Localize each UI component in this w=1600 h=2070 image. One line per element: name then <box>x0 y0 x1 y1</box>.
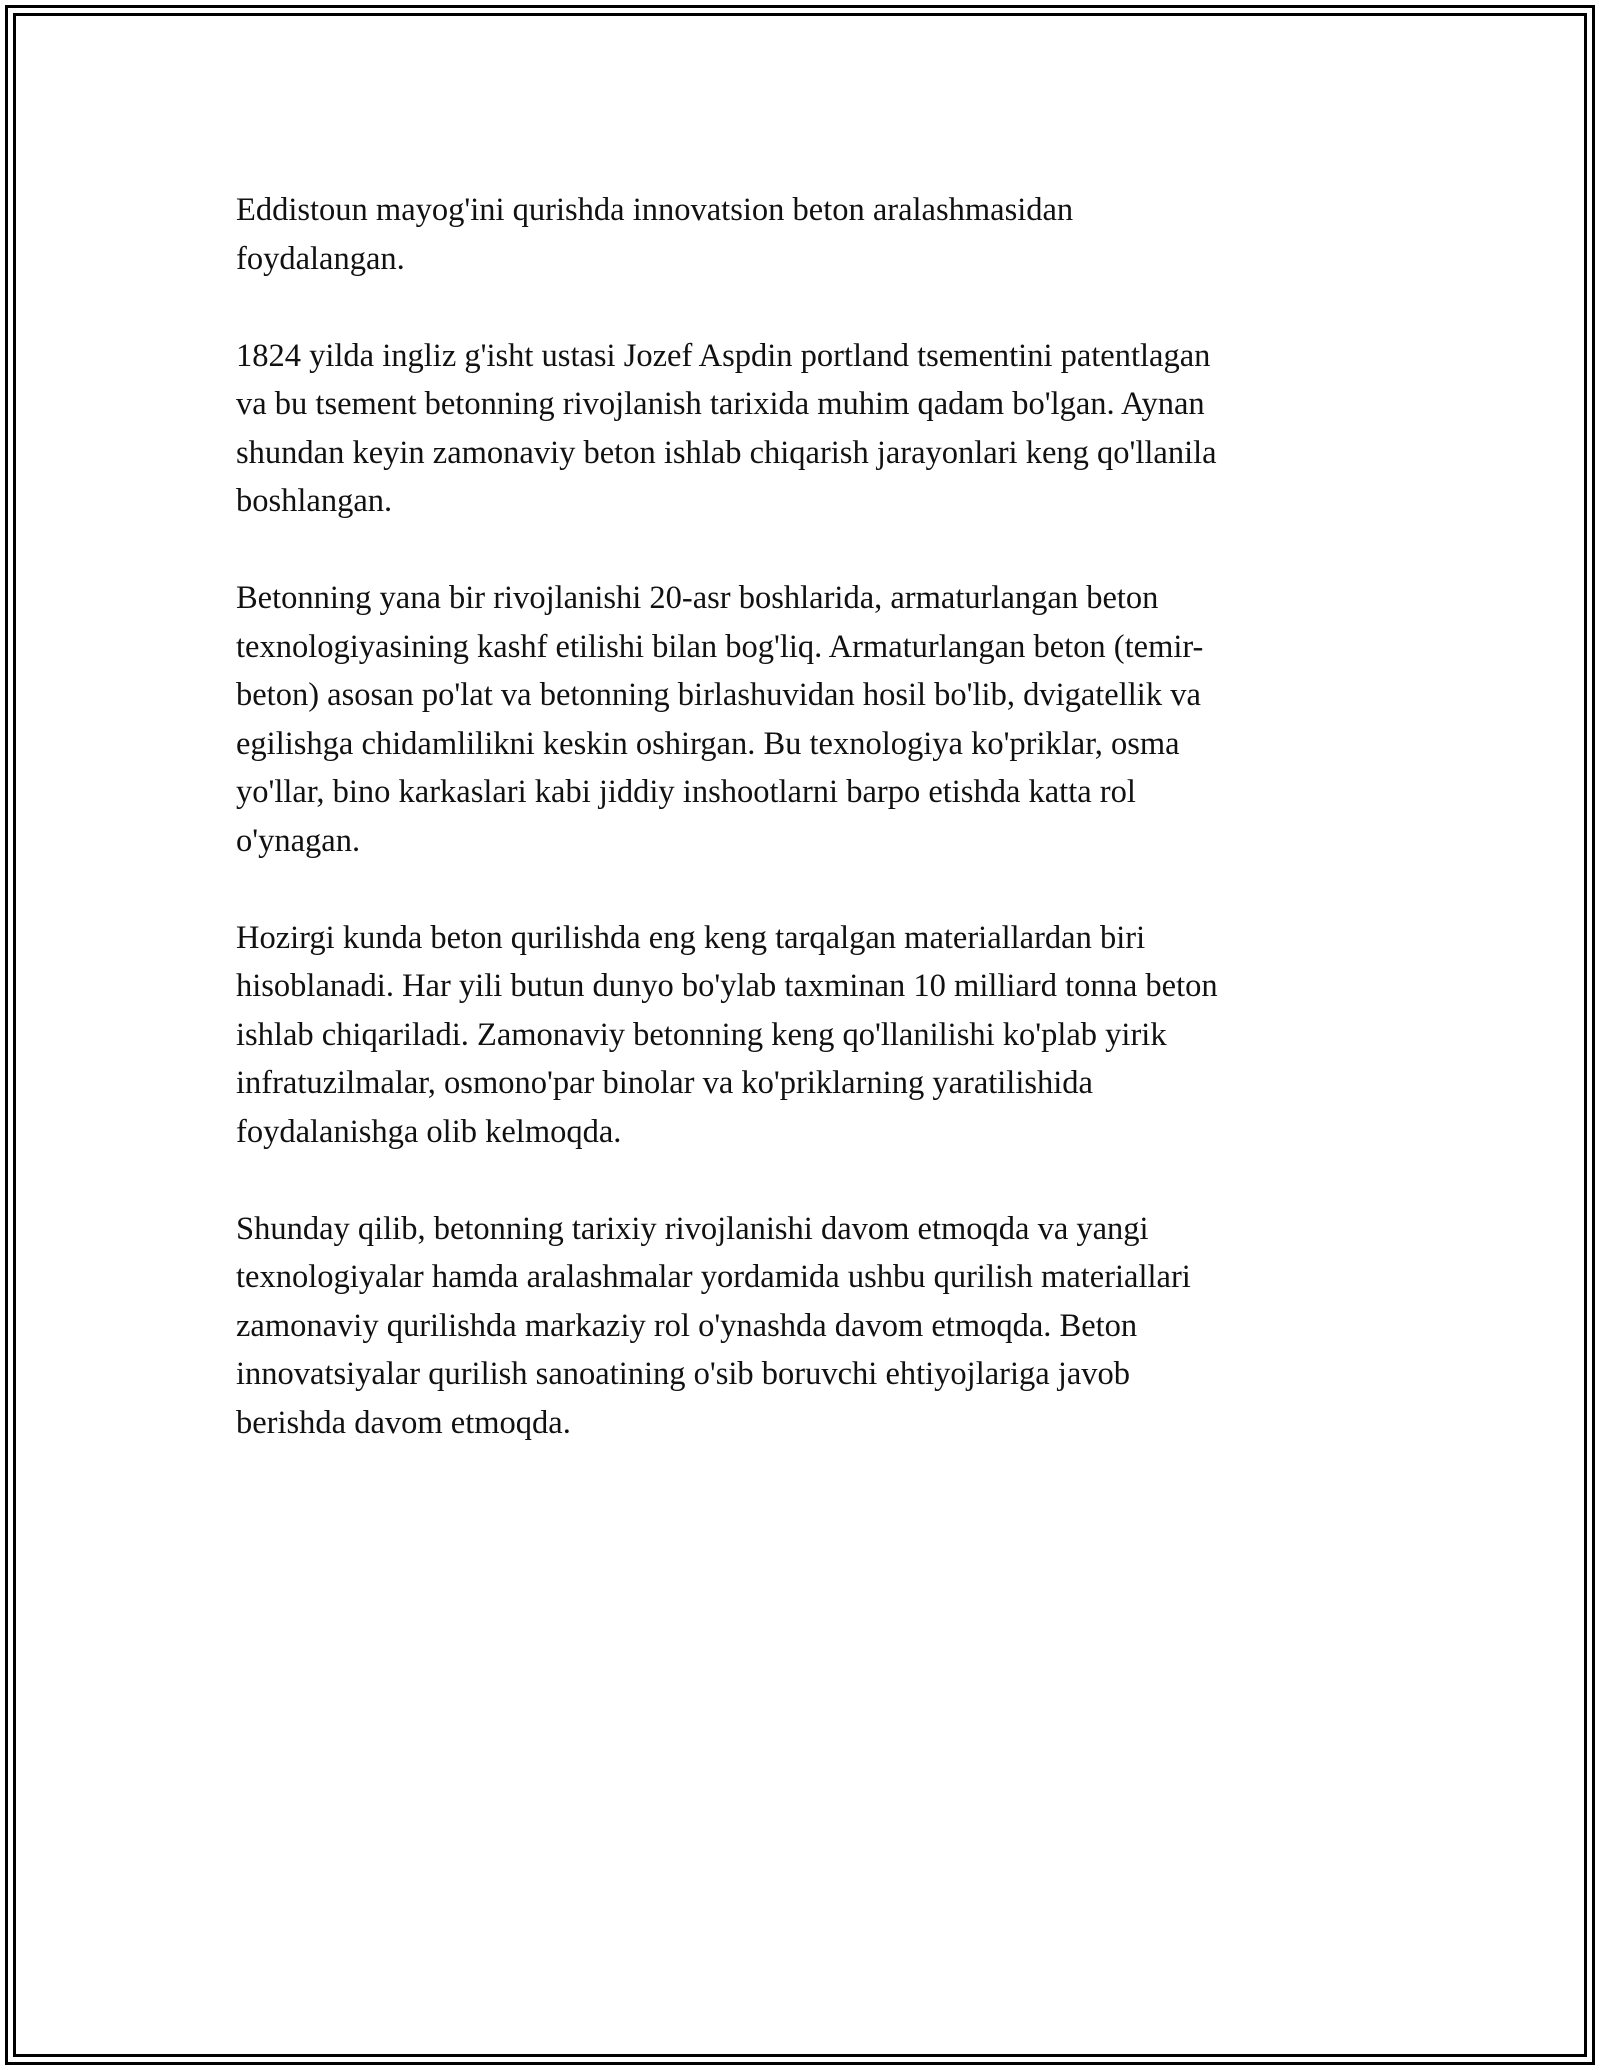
paragraph <box>236 186 1356 283</box>
text-line: o'ynagan. <box>236 822 361 859</box>
text-line: foydalangan. <box>236 240 405 277</box>
text-line: Eddistoun mayog'ini qurishda innovatsion beton aralashmasidan <box>236 192 1074 228</box>
text-line: va bu tsement betonning rivojlanish tarixida muhim qadam bo'lgan. Aynan <box>236 386 1205 422</box>
text-line: infratuzilmalar, osmono'par binolar va ko'priklarning yaratilishida <box>236 1065 1093 1101</box>
text-line: 1824 yilda ingliz g'isht ustasi Jozef Aspdin portland tsementini patentlagan <box>236 337 1211 374</box>
text-line: foydalanishga olib kelmoqda. <box>236 1113 622 1150</box>
text-line: yo'llar, bino karkaslari kabi jiddiy inshootlarni barpo etishda katta rol <box>236 774 1136 810</box>
paragraph <box>236 1205 1356 1448</box>
text-line: beton) asosan po'lat va betonning birlashuvidan hosil bo'lib, dvigatellik va <box>236 677 1201 713</box>
paragraph <box>236 574 1356 865</box>
text-line: ishlab chiqariladi. Zamonaviy betonning keng qo'llanilishi ko'plab yirik <box>236 1016 1167 1053</box>
text-line: shundan keyin zamonaviy beton ishlab chiqarish jarayonlari keng qo'llanila <box>236 434 1217 471</box>
text-line: hisoblanadi. Har yili butun dunyo bo'ylab taxminan 10 milliard tonna beton <box>236 968 1218 1004</box>
paragraph <box>236 332 1356 526</box>
text-line: texnologiyasining kashf etilishi bilan bog'liq. Armaturlangan beton (temir- <box>236 628 1204 665</box>
text-line: texnologiyalar hamda aralashmalar yordamida ushbu qurilish materiallari <box>236 1259 1191 1295</box>
document-body <box>236 186 1356 1496</box>
text-line: Hozirgi kunda beton qurilishda eng keng tarqalgan materiallardan biri <box>236 919 1146 956</box>
paragraph <box>236 914 1356 1157</box>
text-line: egilishga chidamlilikni keskin oshirgan. Bu texnologiya ko'priklar, osma <box>236 725 1180 762</box>
text-line: Shunday qilib, betonning tarixiy rivojlanishi davom etmoqda va yangi <box>236 1210 1149 1247</box>
text-line: boshlangan. <box>236 483 393 519</box>
text-line: Betonning yana bir rivojlanishi 20-asr boshlarida, armaturlangan beton <box>236 580 1159 616</box>
text-line: zamonaviy qurilishda markaziy rol o'ynashda davom etmoqda. Beton <box>236 1307 1138 1344</box>
text-line: innovatsiyalar qurilish sanoatining o'sib boruvchi ehtiyojlariga javob <box>236 1356 1131 1392</box>
text-line: berishda davom etmoqda. <box>236 1404 571 1441</box>
